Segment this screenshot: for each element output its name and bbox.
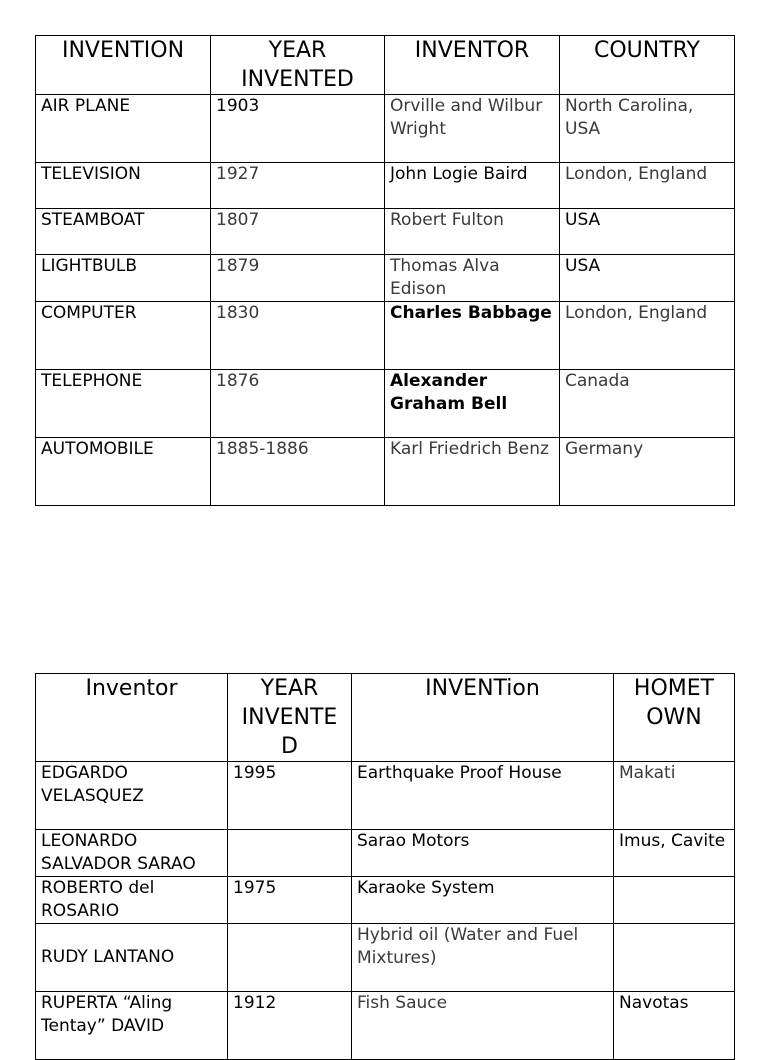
cell-hometown: Makati xyxy=(614,762,735,830)
cell-invention: TELEPHONE xyxy=(36,370,211,438)
cell-inventor: LEONARDO SALVADOR SARAO xyxy=(36,830,228,877)
cell-inventor: John Logie Baird xyxy=(385,163,560,209)
table-row xyxy=(36,209,735,255)
cell-inventor: Alexander Graham Bell xyxy=(385,370,560,438)
cell-invention: STEAMBOAT xyxy=(36,209,211,255)
table-row xyxy=(36,438,735,506)
table-row xyxy=(36,255,735,302)
cell-year: 1995 xyxy=(228,762,352,830)
cell-year: 1885-1886 xyxy=(211,438,385,506)
cell-hometown xyxy=(614,924,735,992)
cell-year: 1975 xyxy=(228,877,352,924)
cell-inventor: RUDY LANTANO xyxy=(36,924,228,992)
cell-inventor: Karl Friedrich Benz xyxy=(385,438,560,506)
table-row xyxy=(36,924,735,992)
cell-country: Germany xyxy=(560,438,735,506)
header-invention: INVENTION xyxy=(36,36,211,95)
cell-country: USA xyxy=(560,255,735,302)
cell-inventor: RUPERTA “Aling Tentay” DAVID xyxy=(36,992,228,1060)
cell-hometown: Imus, Cavite xyxy=(614,830,735,877)
cell-year: 1903 xyxy=(211,95,385,163)
cell-invention: LIGHTBULB xyxy=(36,255,211,302)
cell-year: 1807 xyxy=(211,209,385,255)
inventions-table xyxy=(35,35,735,506)
cell-inventor: Thomas Alva Edison xyxy=(385,255,560,302)
header-hometown: HOMET OWN xyxy=(614,674,735,762)
cell-country: London, England xyxy=(560,163,735,209)
cell-inventor: Robert Fulton xyxy=(385,209,560,255)
table-row xyxy=(36,163,735,209)
cell-hometown xyxy=(614,877,735,924)
cell-invention: Earthquake Proof House xyxy=(352,762,614,830)
table-row xyxy=(36,830,735,877)
cell-year: 1912 xyxy=(228,992,352,1060)
cell-year: 1830 xyxy=(211,302,385,370)
cell-country: London, England xyxy=(560,302,735,370)
cell-invention: Karaoke System xyxy=(352,877,614,924)
cell-year: 1879 xyxy=(211,255,385,302)
cell-country: North Carolina, USA xyxy=(560,95,735,163)
table-row xyxy=(36,992,735,1060)
header-year-invented: YEAR INVENTED xyxy=(211,36,385,95)
header-inventor: INVENTOR xyxy=(385,36,560,95)
cell-inventor: Orville and Wilbur Wright xyxy=(385,95,560,163)
cell-invention: Sarao Motors xyxy=(352,830,614,877)
cell-inventor: Charles Babbage xyxy=(385,302,560,370)
table-row xyxy=(36,762,735,830)
table-row xyxy=(36,877,735,924)
cell-year xyxy=(228,830,352,877)
header-country: COUNTRY xyxy=(560,36,735,95)
cell-year xyxy=(228,924,352,992)
header-invention: INVENTion xyxy=(352,674,614,762)
header-year-invented: YEAR INVENTE D xyxy=(228,674,352,762)
cell-inventor: ROBERTO del ROSARIO xyxy=(36,877,228,924)
filipino-inventors-table xyxy=(35,673,735,1060)
cell-year: 1927 xyxy=(211,163,385,209)
table-row xyxy=(36,302,735,370)
cell-invention: TELEVISION xyxy=(36,163,211,209)
table-header-row xyxy=(36,36,735,95)
cell-inventor: EDGARDO VELASQUEZ xyxy=(36,762,228,830)
cell-invention: COMPUTER xyxy=(36,302,211,370)
table-row xyxy=(36,95,735,163)
cell-invention: AUTOMOBILE xyxy=(36,438,211,506)
cell-invention: Hybrid oil (Water and Fuel Mixtures) xyxy=(352,924,614,992)
cell-year: 1876 xyxy=(211,370,385,438)
cell-hometown: Navotas xyxy=(614,992,735,1060)
cell-invention: Fish Sauce xyxy=(352,992,614,1060)
table-row xyxy=(36,370,735,438)
header-inventor: Inventor xyxy=(36,674,228,762)
cell-invention: AIR PLANE xyxy=(36,95,211,163)
table-header-row xyxy=(36,674,735,762)
cell-country: USA xyxy=(560,209,735,255)
cell-country: Canada xyxy=(560,370,735,438)
